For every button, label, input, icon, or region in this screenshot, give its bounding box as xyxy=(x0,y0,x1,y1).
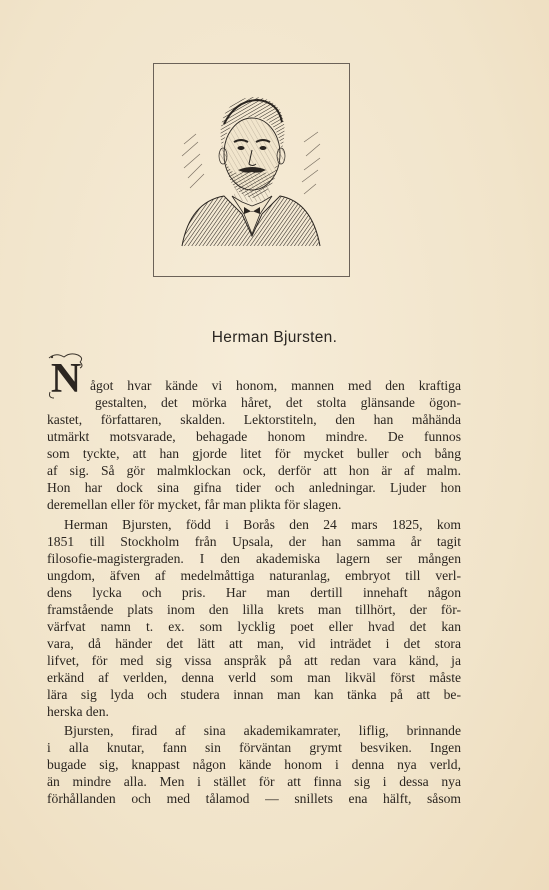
drop-cap-letter: N xyxy=(50,356,82,402)
text-line: än mindre alla. Men i stället för att finna sig i dessa nya xyxy=(47,774,461,789)
text-line: lifvet, för med sig vissa anspråk på att redan vara känd, ja xyxy=(47,653,461,668)
text-line: värfvat namn t. ex. som lycklig poet eller hvad det kan xyxy=(47,619,461,634)
text-line: deremellan eller för mycket, får man plikta för slagen. xyxy=(47,497,342,512)
text-line: ungdom, äfven af medelmåttiga naturanlag, embryot till verl- xyxy=(47,568,461,583)
text-line: ågot hvar kände vi honom, mannen med den kraftiga xyxy=(90,378,461,393)
text-line: utmärkt motsvarade, behagade honom mindre. De funnos xyxy=(47,429,461,444)
text-line: som tyckte, att han gjorde litet för mycket buller och bång xyxy=(47,446,461,461)
text-line: förhållanden och med tålamod — snillets ena hälft, såsom xyxy=(47,791,461,806)
text-line: 1851 till Stockholm från Upsala, der han samma år tagit xyxy=(47,534,461,549)
portrait-frame xyxy=(153,63,350,277)
text-line: kastet, författaren, skalden. Lektorstiteln, den han måhända xyxy=(47,412,461,427)
portrait-engraving xyxy=(154,64,349,276)
page-title: Herman Bjursten. xyxy=(211,329,338,346)
text-line: vara, då händer det lätt att man, vid inträdet i det stora xyxy=(47,636,461,651)
text-line: Bjursten, firad af sina akademikamrater, liflig, brinnande xyxy=(64,723,461,738)
text-line: lära sig lyda och studera innan man kan tänka på att be- xyxy=(47,687,461,702)
text-line: framstående plats inom den lilla krets man tillhört, der för- xyxy=(47,602,461,617)
text-line: Hon har dock sina gifna tider och anledningar. Ljuder hon xyxy=(47,480,461,495)
text-line: gestalten, det mörka håret, det stolta glänsande ögon- xyxy=(95,395,461,410)
ornamental-initial xyxy=(46,352,86,400)
text-line: i alla knutar, fann sin förväntan grymt besviken. Ingen xyxy=(47,740,461,755)
text-line: bugade sig, knappast någon kände honom i denna nya verld, xyxy=(47,757,461,772)
text-line: Herman Bjursten, född i Borås den 24 mars 1825, kom xyxy=(64,517,461,532)
text-line: af sig. Så gör malmklockan ock, derför att hon är af malm. xyxy=(47,463,461,478)
text-line: filosofie-magistergraden. I den akademiska lagern ser mången xyxy=(47,551,461,566)
text-line: erkänd af verlden, denna verld som man likväl först måste xyxy=(47,670,461,685)
text-line: dens lycka och pris. Har man dertill innehaft någon xyxy=(47,585,461,600)
text-line: herska den. xyxy=(47,704,109,719)
